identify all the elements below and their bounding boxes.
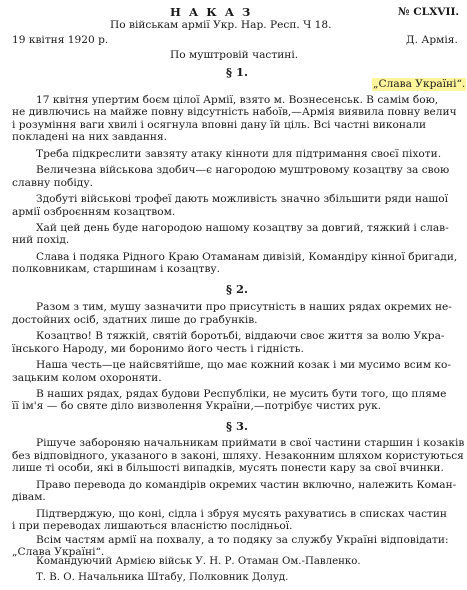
order-date: 19 квітня 1920 р. [12, 33, 109, 46]
section-3-line: лише ті особи, які в більшості випадків, мусять понести кару за свої вчинки. [12, 462, 444, 475]
section-1-line: 17 квітня упертим боєм цілої Армії, взято м. Вознесенськ. В самім бою, [36, 93, 439, 106]
section-2-line: В наших рядах, рядах будови Республіки, не мусить бути того, що пляме [36, 387, 447, 400]
section-3-line: без відповідного, указаного в законі, шляху. Незаконним шляхом користуються [12, 449, 464, 462]
section-2-line: Козацтво! В тяжкій, святій боротьбі, віддаючи своє життя за волю Укра- [36, 330, 445, 343]
signature-chief-of-staff: Т. В. О. Начальника Штабу, Полковник Долуд. [36, 572, 289, 583]
section-3-line: Всім частям армії на похвалу, а то подяку за службу Україні відповідати: [36, 533, 449, 546]
section-1-line: покладені на них завдання. [12, 131, 167, 144]
section-2-line: їнського Народу, ми боронимо його честь і гідність. [12, 342, 304, 355]
section-3-line: „Слава Україні“. [12, 546, 105, 559]
document-title: НАКАЗ [170, 4, 259, 19]
section-1-line: Величезна військова здобич—є нагородою муштровому козацтву за свою [36, 164, 450, 177]
section-3-heading: § 3. [226, 418, 249, 433]
section-2-line: Наша честь—це найсвятійше, що має кожний козак і ми мусимо всим ко- [36, 358, 451, 371]
order-number: № CLXVII. [398, 5, 460, 18]
signature-commander: Командуючий Армією військ У. Н. Р. Отаман Ом.-Павленко. [36, 556, 361, 567]
section-1-line: полковникам, старшинам і козацтву. [12, 263, 221, 276]
section-1-line: Хай цей день буде нагородою нашому козацтву за довгий, тяжкий і слав- [36, 221, 449, 234]
section-3-line: Підтверджую, що коні, сідла і збруя мусять рахуватись в списках частин [36, 507, 447, 520]
section-1-line: не дивлючись на майже повну відсутність набоїв,—Армія виявила повну велич [12, 106, 457, 119]
highlighted-slogan: „Слава Україні“. [373, 78, 466, 91]
order-place: Д. Армія. [406, 33, 458, 46]
section-2-line: Разом з тим, мушу зазначити про присутність в наших рядах окремих не- [36, 301, 452, 314]
section-3-line: і при переводах лишаються власністю послідньої. [12, 520, 293, 533]
order-subtitle: По військам армії Укр. Нар. Респ. Ч 18. [110, 19, 332, 32]
section-1-line: армії озброєнням козацтвом. [12, 205, 176, 218]
section-2-line: достойних осіб, здатних лише до грабунків. [12, 313, 258, 326]
section-3-line: Рішуче забороняю начальникам приймати в свої частини старшин і козаків [36, 437, 465, 450]
section-2-line: зацьким колом охороняти. [12, 371, 162, 384]
section-2-line: її ім'я — бо святе діло визволення України,—потрібує чистих рук. [12, 400, 382, 413]
section-1-line: славну побіду. [12, 176, 93, 189]
section-2-heading: § 2. [226, 281, 249, 296]
section-1-line: і розуміння ваги хвилі і осягнула вповні дану їй ціль. Всі частні виконали [12, 118, 427, 131]
section-1-heading: § 1. [226, 64, 249, 79]
section-1-line: Здобуті військові трофеї дають можливість значно збільшити ряди нашої [36, 193, 449, 205]
order-topic: По муштровій частині. [170, 49, 299, 62]
section-3-line: дівам. [12, 491, 46, 504]
section-1-line: Треба підкреслити завзяту атаку кінноти для підтримання своєї піхоти. [36, 147, 442, 160]
section-1-line: ний похід. [12, 234, 70, 247]
section-1-line: Слава і подяка Рідного Краю Отаманам дивізій, Командіру кінної бригади, [36, 250, 458, 263]
section-3-line: Право перевода до командірів окремих частин включно, належить Коман- [36, 478, 457, 491]
